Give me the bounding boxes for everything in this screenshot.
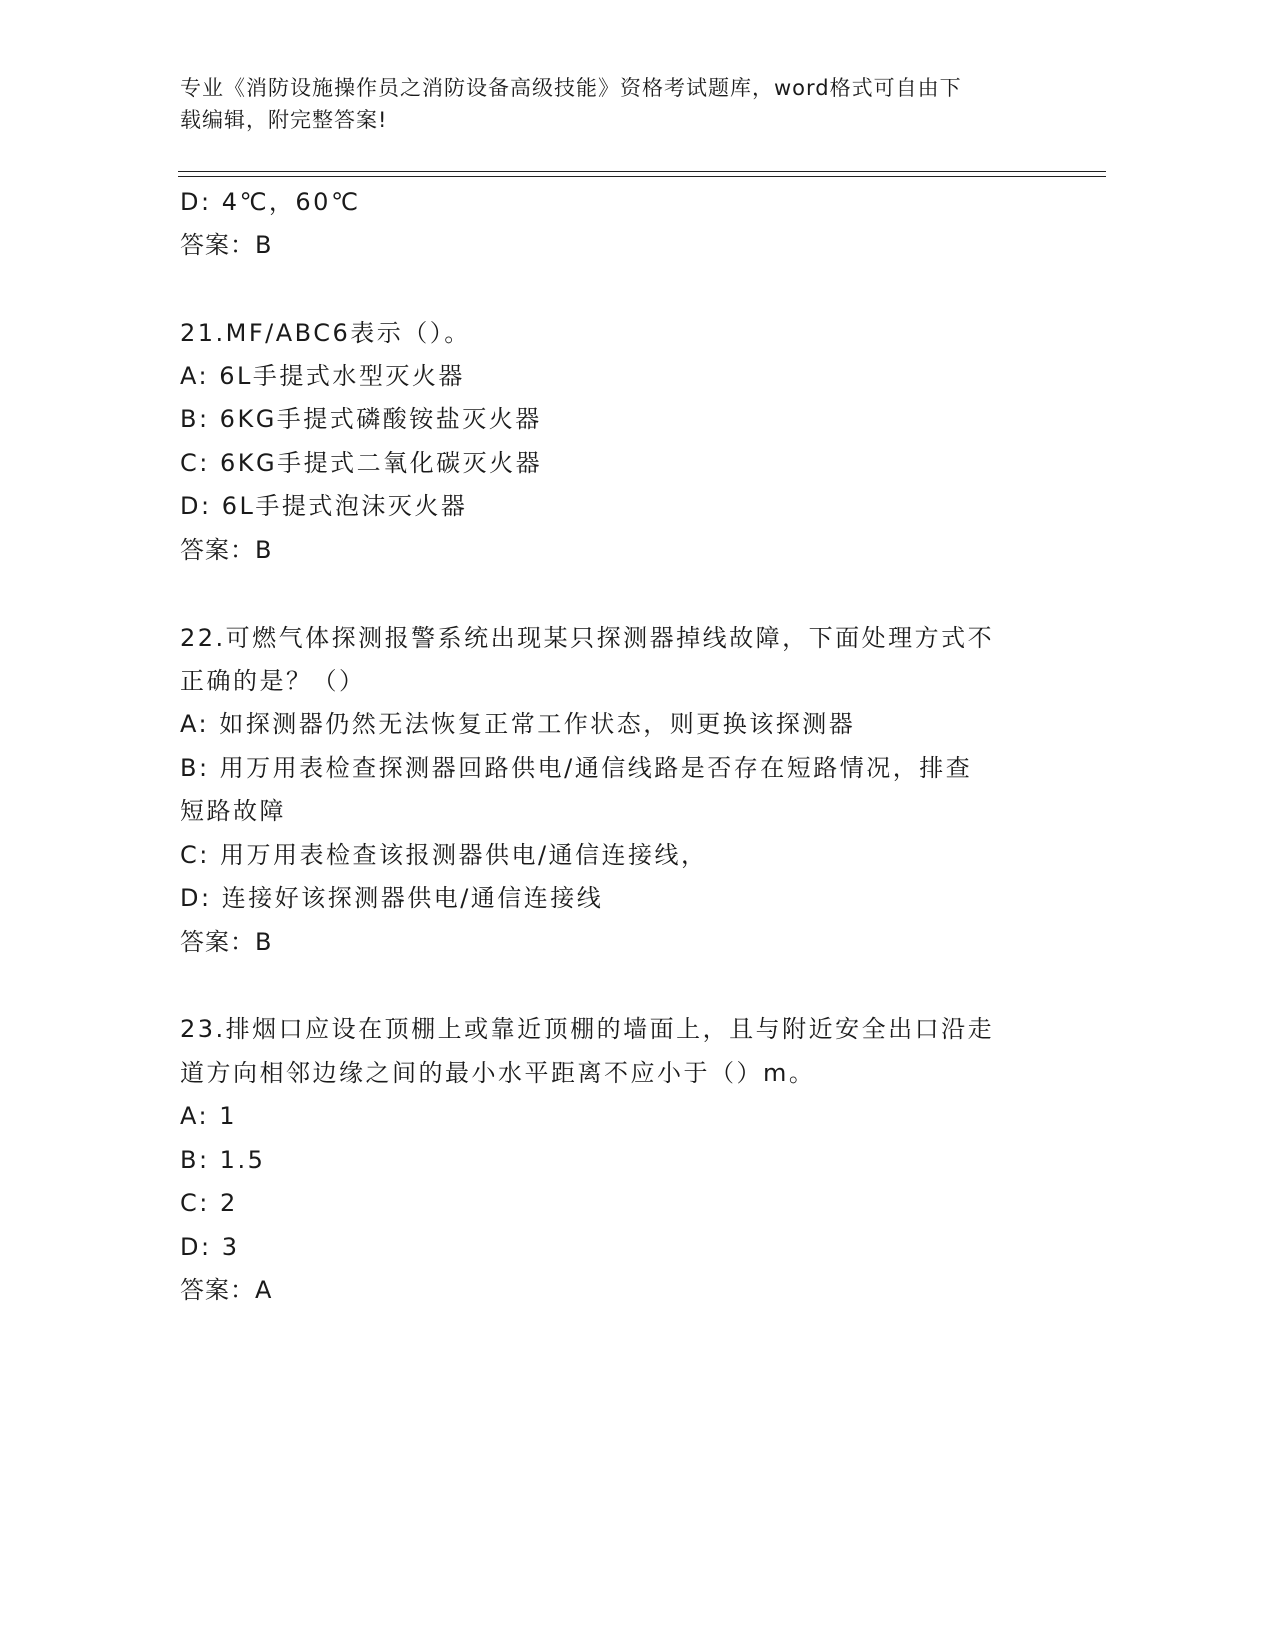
- q21-option-c: C: 6KG手提式二氧化碳灭火器: [180, 449, 543, 477]
- q23-option-b: B: 1.5: [180, 1146, 266, 1174]
- q21-option-a: A: 6L手提式水型灭火器: [180, 362, 465, 390]
- q23-option-c: C: 2: [180, 1189, 238, 1217]
- prev-answer: 答案：B: [180, 231, 273, 259]
- q21-option-b: B: 6KG手提式磷酸铵盐灭火器: [180, 405, 542, 433]
- document-header: [180, 72, 1040, 136]
- header-line-2: 载编辑，附完整答案!: [180, 108, 388, 132]
- q22-stem-line-1: 22.可燃气体探测报警系统出现某只探测器掉线故障，下面处理方式不: [180, 624, 995, 652]
- q23-answer: 答案：A: [180, 1276, 273, 1304]
- q21-stem: 21.MF/ABC6表示（）。: [180, 319, 471, 347]
- header-line-1: 专业《消防设施操作员之消防设备高级技能》资格考试题库，word格式可自由下: [180, 76, 962, 100]
- q22-stem-line-2: 正确的是？（）: [180, 667, 366, 695]
- header-divider-top: [178, 171, 1106, 172]
- prev-option-d: D: 4℃，60℃: [180, 188, 361, 216]
- header-divider-bottom: [178, 176, 1106, 177]
- q22-option-b-line-1: B: 用万用表检查探测器回路供电/通信线路是否存在短路情况，排查: [180, 754, 973, 782]
- q23-option-a: A: 1: [180, 1102, 237, 1130]
- q23-stem-line-1: 23.排烟口应设在顶棚上或靠近顶棚的墙面上，且与附近安全出口沿走: [180, 1015, 995, 1043]
- q22-answer: 答案：B: [180, 928, 273, 956]
- q22-option-a: A: 如探测器仍然无法恢复正常工作状态，则更换该探测器: [180, 710, 856, 738]
- q21-answer: 答案：B: [180, 536, 273, 564]
- q23-stem-line-2: 道方向相邻边缘之间的最小水平距离不应小于（）m。: [180, 1059, 816, 1087]
- q23-option-d: D: 3: [180, 1233, 240, 1261]
- q22-option-c: C: 用万用表检查该报测器供电/通信连接线，: [180, 841, 708, 869]
- q22-option-b-line-2: 短路故障: [180, 797, 286, 825]
- q22-option-d: D: 连接好该探测器供电/通信连接线: [180, 884, 604, 912]
- q21-option-d: D: 6L手提式泡沫灭火器: [180, 492, 468, 520]
